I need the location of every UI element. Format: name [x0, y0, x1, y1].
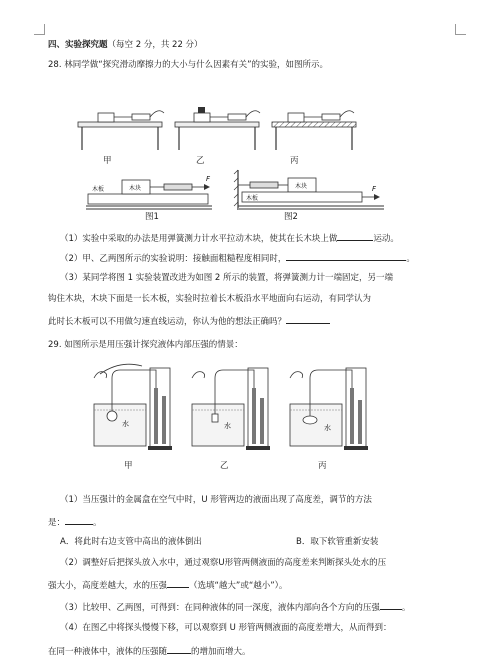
answer-blank[interactable]: [286, 314, 330, 324]
q28-number: 28.: [48, 60, 62, 70]
q29-stem: 如图所示是用压强计探究液体内部压强的情景：: [64, 340, 243, 350]
fig-label-jia: 甲: [124, 461, 133, 471]
fig-label-jia: 甲: [103, 156, 112, 166]
setup-yi: [192, 368, 270, 450]
setup-bing: [290, 368, 368, 450]
answer-blank[interactable]: [167, 578, 189, 588]
q29-part1-line2: 是： 。: [48, 515, 102, 529]
q28-stem-line: [48, 59, 328, 71]
q29-part4-line1: （4）在图乙中将探头慢慢下移，可以观察到 U 形管两侧液面的高度差增大，从而得到：: [60, 623, 392, 633]
q29-figure: [88, 358, 388, 454]
fig-label-bing: 丙: [318, 461, 327, 471]
setup-jia: [94, 364, 172, 450]
q28-part1: （1）实验中采取的办法是用弹簧测力计水平拉动木块，使其在长木块上做 运动。: [60, 231, 399, 245]
fig-label-fig1: 图1: [145, 212, 159, 222]
q29-part2-line2: 强大小，高度差越大，水的压强 （选填“越大”或“越小”）。: [48, 578, 287, 592]
q29-stem-line: [48, 339, 243, 351]
fig1-block-label: 木块: [129, 185, 142, 192]
figure-2: [234, 170, 384, 210]
q29-part4-line2: 在同一种液体中，液体的压强随 的增加而增大。: [48, 644, 251, 658]
answer-blank[interactable]: [65, 515, 93, 525]
fig2-board-label: 木板: [246, 195, 259, 202]
answer-blank[interactable]: [380, 600, 402, 610]
fig-label-fig2: 图2: [284, 212, 298, 222]
fig1-force-label: F: [206, 175, 211, 183]
q28-figure-tables: [70, 104, 370, 166]
section-title: 四、实验探究题: [48, 40, 108, 50]
answer-blank[interactable]: [167, 644, 191, 654]
fig-label-yi: 乙: [196, 156, 205, 166]
fig2-block-label: 木块: [295, 183, 308, 190]
q28-stem: 林同学做“探究滑动摩擦力的大小与什么因素有关”的实验，如图所示。: [64, 60, 329, 70]
q28-figure-1-2: [86, 166, 386, 226]
q29-part2-line1: （2）调整好后把探头放入水中，通过观察U形管两侧液面的高度差来判断探头处水的压: [60, 558, 387, 568]
q28-part3-line3: 此时长木板可以不用做匀速直线运动，你认为他的想法正确吗？: [48, 314, 330, 328]
table-bing: [272, 111, 356, 150]
corner-mark-left: [34, 24, 45, 35]
section-header: [48, 39, 203, 51]
water-label: 水: [224, 422, 231, 430]
q29-option-b: B．取下软管重新安装: [296, 537, 379, 547]
fig-label-yi: 乙: [220, 461, 229, 471]
q28-part3-line2: 钩住木块，木块下面是一长木板，实验时拉着长木板沿水平地面向右运动，有同学认为: [48, 294, 372, 304]
fig1-board-label: 木板: [92, 186, 105, 193]
q28-part2: （2）甲、乙两图所示的实验说明：接触面粗糙程度相同时， 。: [60, 251, 415, 265]
fig-label-bing: 丙: [290, 156, 299, 166]
fig2-force-label: F: [372, 185, 377, 193]
table-yi: [175, 107, 260, 150]
answer-blank[interactable]: [337, 231, 373, 241]
answer-blank[interactable]: [286, 251, 406, 261]
q29-number: 29.: [48, 340, 62, 350]
water-label: 水: [122, 420, 129, 428]
q29-part1-line1: （1）当压强计的金属盒在空气中时，U 形管两边的液面出现了高度差，调节的方法: [60, 495, 372, 505]
section-note: （每空 2 分，共 22 分）: [107, 40, 203, 50]
figure-1: [86, 175, 212, 209]
q29-part3: （3）比较甲、乙两图，可得到：在同种液体的同一深度，液体内部向各个方向的压强 。: [60, 600, 410, 614]
corner-mark-right: [455, 24, 466, 35]
q28-part3-line1: （3）某同学将图 1 实验装置改进为如图 2 所示的装置，将弹簧测力计一端固定，另一端: [60, 273, 394, 283]
q29-option-a: A．将此时右边支管中高出的液体倒出: [60, 537, 202, 547]
water-label: 水: [324, 424, 331, 432]
table-jia: [78, 111, 164, 150]
